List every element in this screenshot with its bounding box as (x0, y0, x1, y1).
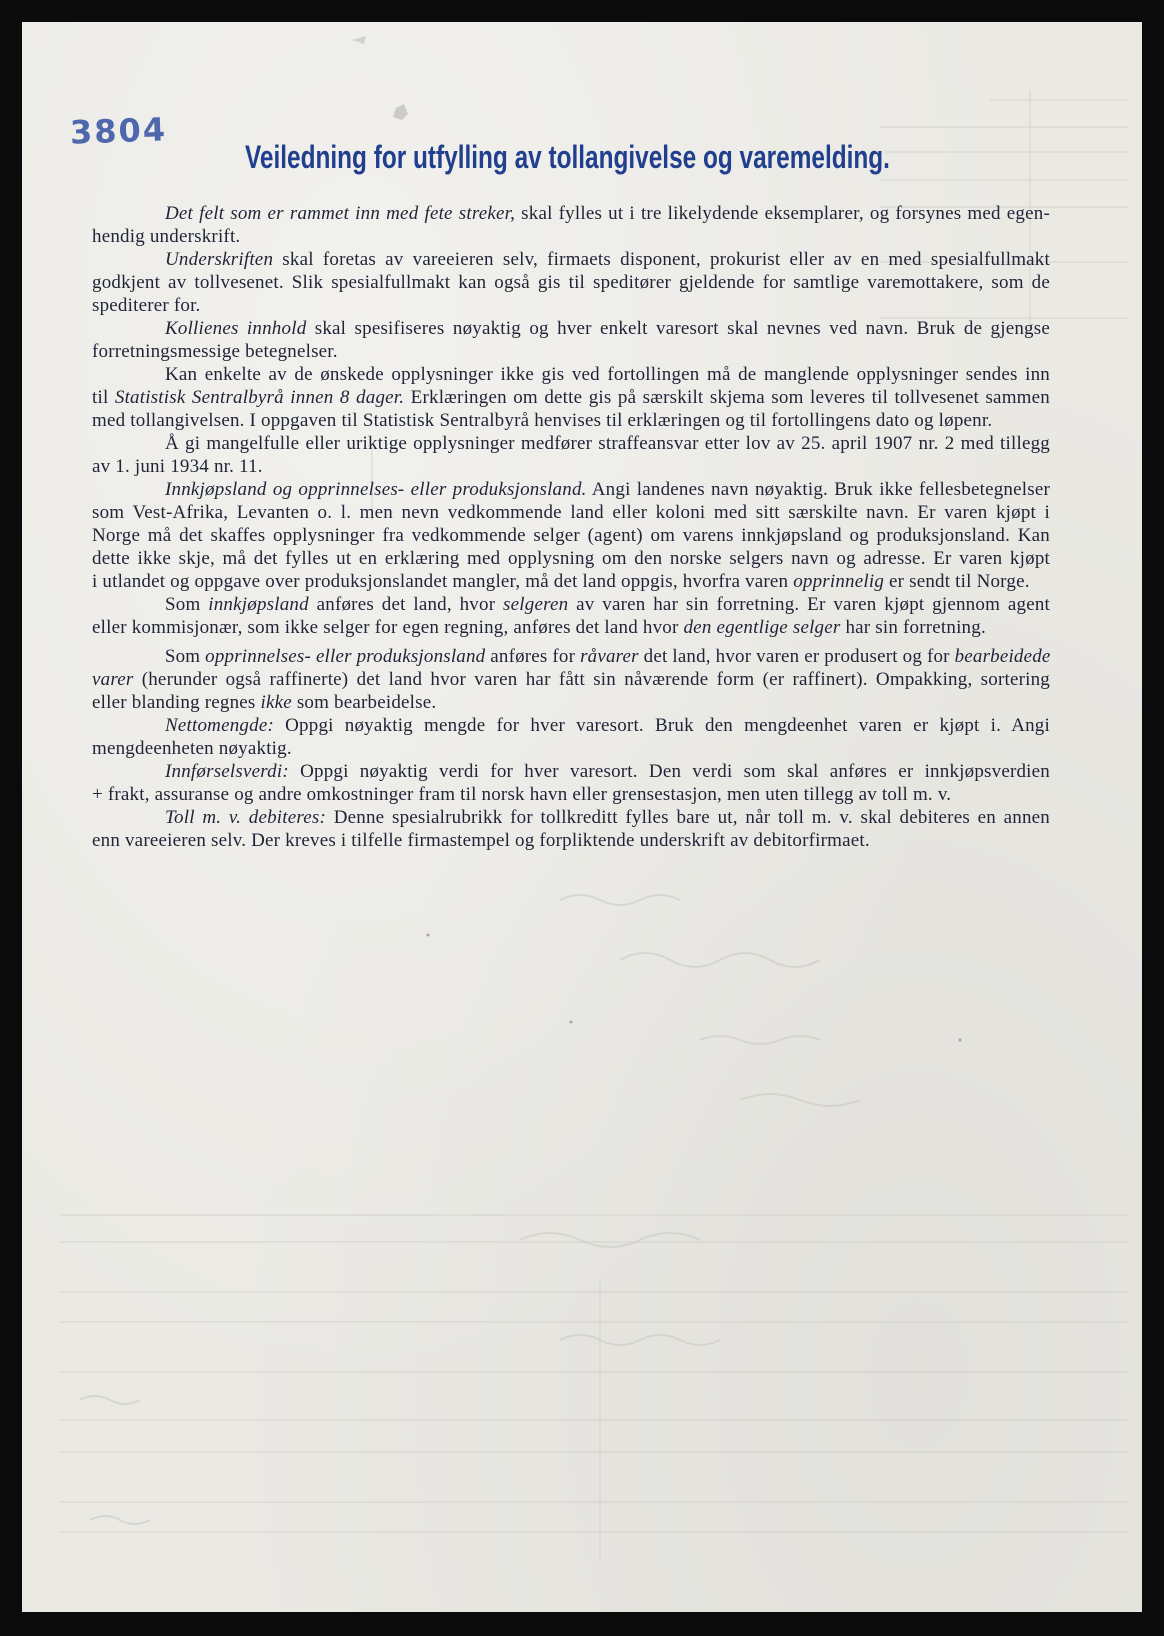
emphasized-text: opprinnelses- eller produksjonsland (205, 646, 486, 667)
text-line (92, 668, 1050, 691)
text-run: eller kommisjonær, som ikke selger for egen regning, anføres det land hvor (92, 617, 684, 638)
emphasized-text: Det felt som er rammet inn med fete streker, (165, 203, 516, 224)
text-run: dette ikke skje, må det fylles ut en erklæring med opplysning om den norske selgers navn og adresse. Er varen kjøpt (92, 548, 1050, 569)
text-run: spediterer for. (92, 295, 201, 316)
text-line (92, 432, 1050, 455)
emphasized-text: den egentlige selger (683, 617, 841, 638)
text-run: det land, hvor varen er produsert og for (638, 646, 955, 667)
paragraph (92, 760, 1050, 806)
text-line (92, 737, 1050, 760)
text-run: + frakt, assuranse og andre omkostninger fram til norsk havn eller grensestasjon, men uten tillegg av toll m. v. (92, 784, 952, 805)
text-line (92, 225, 1050, 248)
emphasized-text: råvarer (580, 646, 639, 667)
paragraph (92, 317, 1050, 363)
text-run: med tollangivelsen. I oppgaven til Statistisk Sentralbyrå henvises til erklæringen og til fortollingens dato og løpenr. (92, 410, 993, 431)
instructions-body (92, 202, 1050, 852)
text-line (92, 478, 1050, 501)
text-line (92, 248, 1050, 271)
text-run: Denne spesialrubrikk for tollkreditt fylles bare ut, når toll m. v. skal debiteres en annen (326, 807, 1050, 828)
text-line (92, 829, 1050, 852)
text-line (92, 317, 1050, 340)
text-line (92, 691, 1050, 714)
emphasized-text: Kollienes innhold (165, 318, 307, 339)
paragraph (92, 806, 1050, 852)
text-line (92, 570, 1050, 593)
emphasized-text: varer (92, 669, 134, 690)
emphasized-text: Innkjøpsland og opprinnelses- eller produksjonsland. (165, 479, 587, 500)
text-line (92, 202, 1050, 225)
text-line (92, 593, 1050, 616)
text-run: til (92, 387, 115, 408)
emphasized-text: Nettomengde: (165, 715, 274, 736)
text-run: Å gi mangelfulle eller uriktige opplysninger medfører straffeansvar etter lov av 25. april 1907 nr. 2 med tillegg (165, 433, 1050, 454)
emphasized-text: Toll m. v. debiteres: (165, 807, 327, 828)
paragraph (92, 202, 1050, 248)
paragraph (92, 645, 1050, 714)
text-run: som bearbeidelse. (291, 692, 437, 713)
text-line (92, 714, 1050, 737)
emphasized-text: innkjøpsland (208, 594, 309, 615)
text-run: skal fylles ut i tre likelydende eksemplarer, og forsynes med egen- (515, 203, 1050, 224)
text-line (92, 294, 1050, 317)
text-run: Kan enkelte av de ønskede opplysninger ikke gis ved fortollingen må de manglende opplysninger sendes inn (165, 364, 1050, 385)
text-line (92, 501, 1050, 524)
text-line (92, 616, 1050, 639)
emphasized-text: Innførselsverdi: (165, 761, 289, 782)
text-run: Angi landenes navn nøyaktig. Bruk ikke fellesbetegnelser (586, 479, 1050, 500)
text-line (92, 455, 1050, 478)
handwritten-number: 3804 (69, 110, 168, 152)
text-line (92, 363, 1050, 386)
text-run: godkjent av tollvesenet. Slik spesialfullmakt kan også gis til speditører gjeldende for samtlige varemottakere, som de (92, 272, 1050, 293)
emphasized-text: bearbeidede (954, 646, 1051, 667)
paragraph (92, 432, 1050, 478)
text-run: forretningsmessige betegnelser. (92, 341, 338, 362)
emphasized-text: ikke (260, 692, 292, 713)
text-line (92, 760, 1050, 783)
paragraph (92, 248, 1050, 317)
paragraph (92, 714, 1050, 760)
text-run: mengdeenheten nøyaktig. (92, 738, 292, 759)
text-run: (herunder også raffinerte) det land hvor varen har fått sin nåværende form (er raffinert). Ompakking, sortering (133, 669, 1050, 690)
emphasized-text: Underskriften (165, 249, 274, 270)
emphasized-text: opprinnelig (793, 571, 885, 592)
emphasized-text: selgeren (503, 594, 569, 615)
text-run: Erklæringen om dette gis på særskilt skjema som leveres til tollvesenet sammen (404, 387, 1050, 408)
text-run: Oppgi nøyaktig verdi for hver varesort. Den verdi som skal anføres er innkjøpsverdien (288, 761, 1050, 782)
title-container (245, 138, 890, 178)
text-run: er sendt til Norge. (884, 571, 1030, 592)
text-line (92, 547, 1050, 570)
text-run: Som (165, 594, 209, 615)
text-run: Oppgi nøyaktig mengde for hver varesort. Bruk den mengdeenhet varen er kjøpt i. Angi (273, 715, 1050, 736)
paragraph (92, 478, 1050, 593)
text-run: av 1. juni 1934 nr. 11. (92, 456, 263, 477)
text-line (92, 340, 1050, 363)
text-run: Norge må det skaffes opplysninger fra vedkommende selger (agent) om varens innkjøpsland og produksjonsland. Kan (92, 525, 1050, 546)
text-line (92, 386, 1050, 409)
page-title: Veiledning for utfylling av tollangivelse og varemelding. (245, 139, 890, 175)
text-run: anføres det land, hvor (308, 594, 504, 615)
text-run: skal foretas av vareeieren selv, firmaets disponent, prokurist eller av en med spesialfullmakt (273, 249, 1050, 270)
text-line (92, 806, 1050, 829)
text-run: av varen har sin forretning. Er varen kjøpt gjennom agent (568, 594, 1051, 615)
paragraph (92, 593, 1050, 639)
text-line (92, 783, 1050, 806)
text-run: som Vest-Afrika, Levanten o. l. men nevn vedkommende land eller koloni med sitt særskilte navn. Er varen kjøpt i (92, 502, 1050, 523)
text-line (92, 524, 1050, 547)
text-run: hendig underskrift. (92, 226, 241, 247)
text-line (92, 645, 1051, 668)
emphasized-text: Statistisk Sentralbyrå innen 8 dager. (114, 387, 405, 408)
paragraph (92, 363, 1050, 432)
text-line (92, 409, 1050, 432)
text-run: eller blanding regnes (92, 692, 261, 713)
text-run: i utlandet og oppgave over produksjonslandet mangler, må det land oppgis, hvorfra varen (92, 571, 794, 592)
text-run: enn vareeieren selv. Der kreves i tilfelle firmastempel og forpliktende underskrift av debitorfirmaet. (92, 830, 870, 851)
text-run: Som (164, 646, 206, 667)
text-line (92, 271, 1050, 294)
text-run: har sin forretning. (840, 617, 986, 638)
text-run: skal spesifiseres nøyaktig og hver enkelt varesort skal nevnes ved navn. Bruk de gjengse (306, 318, 1050, 339)
text-run: anføres for (485, 646, 581, 667)
